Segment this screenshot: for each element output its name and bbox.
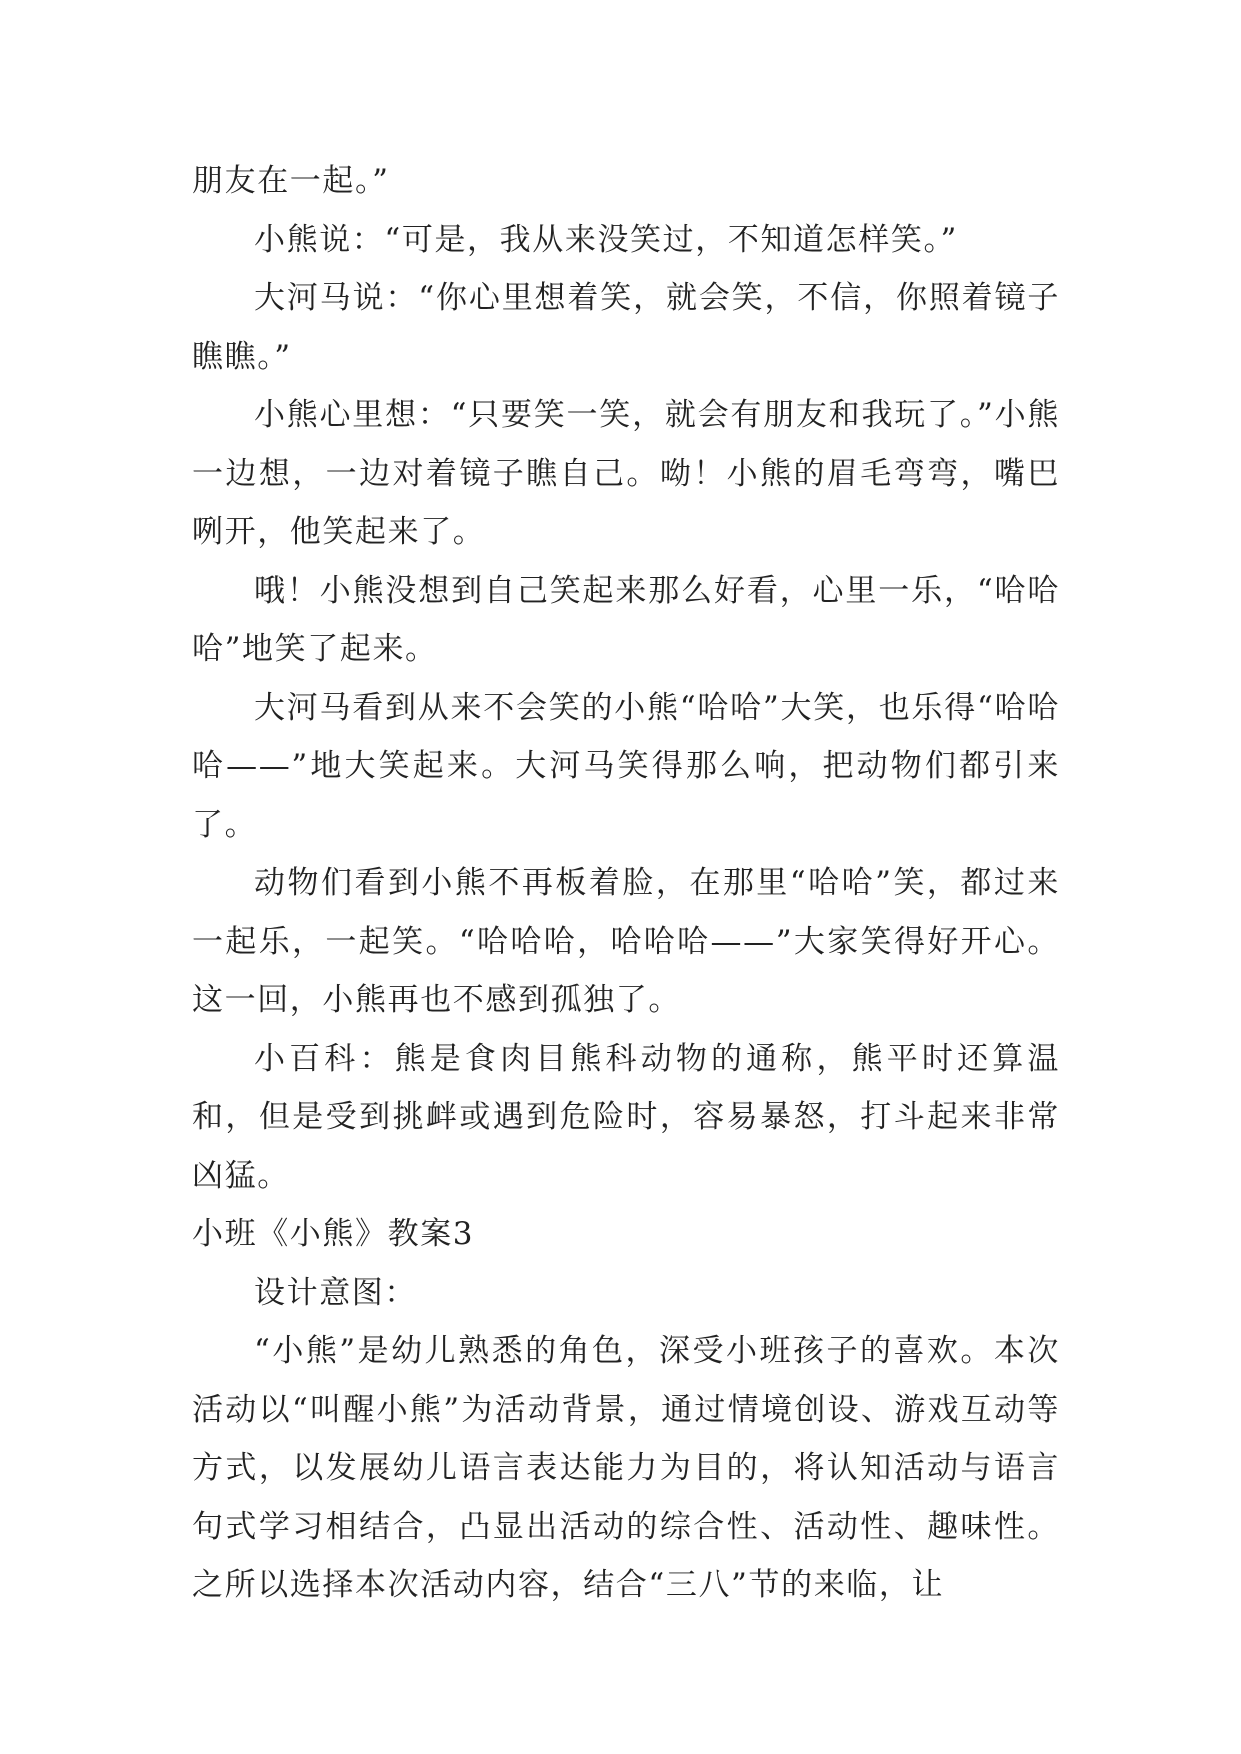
paragraph-4: 小熊心里想：“只要笑一笑，就会有朋友和我玩了。”小熊一边想，一边对着镜子瞧自己。呦！小熊的眉毛弯弯，嘴巴咧开，他笑起来了。 bbox=[192, 397, 1060, 550]
design-intent-text: “小熊”是幼儿熟悉的角色，深受小班孩子的喜欢。本次活动以“叫醒小熊”为活动背景，通过情境创设、游戏互动等方式，以发展幼儿语言表达能力为目的，将认知活动与语言句式学习相结合，凸显出活动的综合性、活动性、趣味性。之所以选择本次活动内容，结合“三八”节的来临，让 bbox=[192, 1333, 1060, 1603]
paragraph-7: 动物们看到小熊不再板着脸，在那里“哈哈”笑，都过来一起乐，一起笑。“哈哈哈，哈哈哈——”大家笑得好开心。这一回，小熊再也不感到孤独了。 bbox=[192, 865, 1060, 1018]
paragraph-6: 大河马看到从来不会笑的小熊“哈哈”大笑，也乐得“哈哈哈——”地大笑起来。大河马笑得那么响，把动物们都引来了。 bbox=[192, 689, 1060, 843]
design-intent-label: 设计意图： bbox=[254, 1274, 417, 1311]
paragraph-1: 朋友在一起。” bbox=[192, 163, 390, 199]
section-heading: 小班《小熊》教案3 bbox=[192, 1216, 475, 1252]
document-body bbox=[192, 152, 1060, 1615]
paragraph-2: 小熊说：“可是，我从来没笑过，不知道怎样笑。” bbox=[254, 221, 958, 258]
paragraph-5: 哦！小熊没想到自己笑起来那么好看，心里一乐，“哈哈哈”地笑了起来。 bbox=[192, 572, 1060, 667]
paragraph-3: 大河马说：“你心里想着笑，就会笑，不信，你照着镜子瞧瞧。” bbox=[192, 280, 1060, 375]
encyclopedia-note: 小百科：熊是食肉目熊科动物的通称，熊平时还算温和，但是受到挑衅或遇到危险时，容易暴怒，打斗起来非常凶猛。 bbox=[192, 1040, 1060, 1194]
